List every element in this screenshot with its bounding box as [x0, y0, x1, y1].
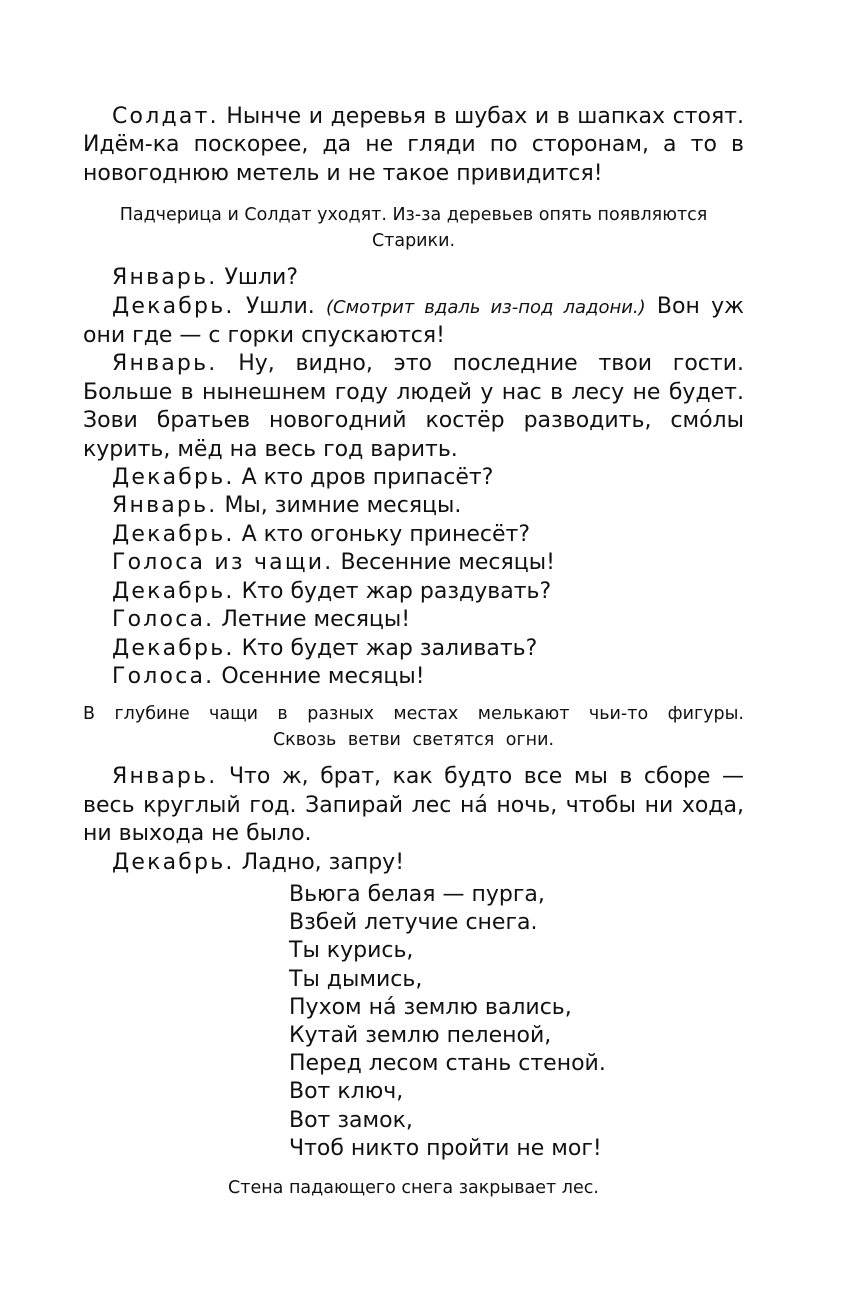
- stage-direction: Падчерица и Солдат уходят. Из-за деревьев опять появляются Старики.: [119, 205, 708, 252]
- speech-text: Мы, зимние месяцы.: [217, 493, 462, 519]
- verse-line: Пухом на́ землю вались,: [289, 994, 572, 1020]
- speech-text: Ушли?: [217, 265, 299, 291]
- dialogue-line: [83, 635, 744, 663]
- speaker-name: Декабрь.: [112, 521, 235, 547]
- speech-text: Осенние месяцы!: [214, 663, 425, 689]
- verse-line: Вот замок,: [289, 1107, 413, 1133]
- verse-line: Взбей летучие снега.: [289, 910, 538, 936]
- dialogue-line: [83, 763, 744, 848]
- dialogue-line: [83, 578, 744, 606]
- speaker-name: Декабрь.: [112, 635, 235, 661]
- speaker-name: Январь.: [112, 351, 218, 377]
- verse-block: [289, 881, 744, 1163]
- speaker-name: Январь.: [112, 265, 218, 291]
- speaker-name: Солдат.: [112, 104, 219, 129]
- dialogue-line: [83, 521, 744, 549]
- dialogue-line: [83, 492, 744, 520]
- speaker-name: Голоса из чащи.: [112, 550, 334, 576]
- speech-text: Летние месяцы!: [214, 607, 411, 633]
- verse-line: Вьюга белая — пурга,: [289, 881, 545, 907]
- verse-line: Ты дымись,: [289, 966, 423, 992]
- dialogue-line: [83, 606, 744, 634]
- speech-text: Ладно, запру!: [234, 849, 405, 875]
- dialogue-line: [83, 549, 744, 577]
- dialogue-line: [83, 293, 744, 351]
- speaker-name: Голоса.: [112, 663, 215, 689]
- dialogue-line: [83, 849, 744, 877]
- speech-text: А кто дров припасёт?: [234, 465, 494, 491]
- verse-line: Перед лесом стань стеной.: [289, 1051, 606, 1077]
- speaker-name: Декабрь.: [112, 849, 235, 875]
- speech-text: Весенние месяцы!: [333, 550, 555, 576]
- verse-line: Чтоб никто пройти не мог!: [289, 1135, 602, 1161]
- speech-text: Нынче и деревья в шубах и в шапках стоят. Идём-ка поскорее, да не гляди по сторонам, а то в новогоднюю метель и не такое привидится!: [83, 104, 744, 186]
- speech-text: Кто будет жар заливать?: [234, 635, 538, 661]
- speech-text: Кто будет жар раздувать?: [234, 578, 552, 604]
- stage-direction: Стена падающего снега закрывает лес.: [228, 1177, 599, 1198]
- verse-line: Ты курись,: [289, 938, 414, 964]
- speech-text: Вон уж они где — с горки спускаются!: [83, 293, 744, 349]
- speaker-name: Январь.: [112, 764, 218, 790]
- dialogue-line: [83, 663, 744, 691]
- dialogue-line: [83, 103, 744, 188]
- speaker-name: Январь.: [112, 493, 218, 519]
- dialogue-line: [83, 350, 744, 464]
- dialogue-line: [83, 264, 744, 292]
- speech-text: А кто огоньку принесёт?: [234, 521, 531, 547]
- dialogue-line: [83, 464, 744, 492]
- speaker-name: Декабрь.: [112, 465, 235, 491]
- speaker-name: Декабрь.: [112, 578, 235, 604]
- stage-direction: В глубине чащи в разных местах мелькают чьи-то фигуры. Сквозь ветви светятся огни.: [83, 704, 744, 751]
- speech-text: Что ж, брат, как будто все мы в сборе — весь круглый год. Запирай лес на́ ночь, чтобы ни хода, ни выхода не было.: [83, 764, 744, 847]
- speech-text: Ушли.: [234, 293, 327, 319]
- verse-line: Вот ключ,: [289, 1079, 404, 1105]
- speaker-name: Голоса.: [112, 607, 215, 633]
- inline-stage-direction: (Смотрит вдаль из-под ладони.): [326, 296, 646, 318]
- speech-text: Ну, видно, это последние твои гости. Больше в нынешнем году людей у нас в лесу не будет. Зови братьев новогодний костёр разводить, смо́лы курить, мёд на весь год варить.: [83, 351, 744, 462]
- speaker-name: Декабрь.: [112, 293, 235, 319]
- verse-line: Кутай землю пеленой,: [289, 1022, 552, 1048]
